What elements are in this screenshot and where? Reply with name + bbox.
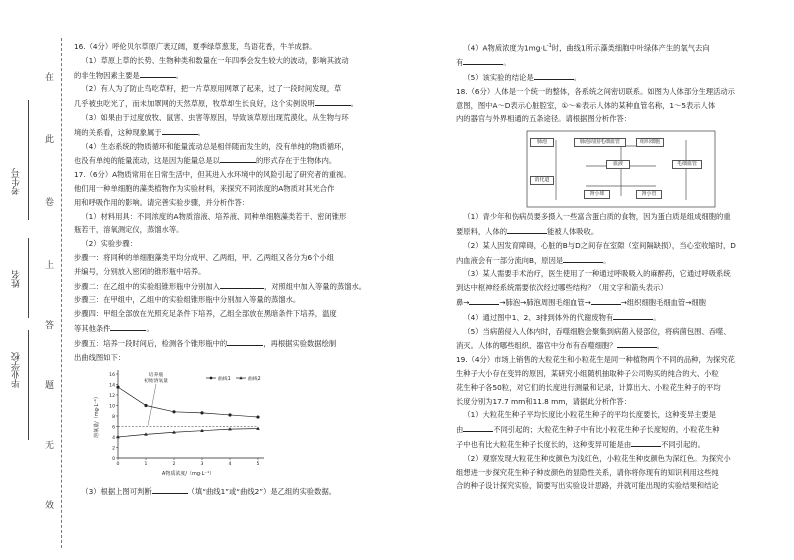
x-tick-label: 3: [200, 462, 204, 468]
q17-title: 17.（6分）A物质常用在日常生活中，但其进入水环境中的风险引起了研究者的重视。: [74, 170, 351, 180]
answer-blank[interactable]: [534, 70, 574, 80]
q16-p1b: 的非生物因素主要是: [74, 70, 140, 80]
x-axis-label: A物质浓度/（mg·L⁻¹）: [161, 471, 215, 478]
student-id-line: [28, 100, 29, 220]
answer-blank[interactable]: [220, 153, 256, 163]
series-1-point: [228, 414, 231, 417]
q18-l2: 内的器官与外界相通的五条途径。请根据图分析作答：: [456, 114, 632, 124]
x-tick-label: 2: [172, 462, 176, 468]
q18-p3d: →肺泡→肺泡周围毛细血管→: [499, 297, 591, 307]
x-tick-label: 1: [144, 462, 148, 468]
y-tick-label: 10: [109, 404, 115, 410]
answer-blank[interactable]: [463, 55, 503, 65]
answer-blank[interactable]: [162, 125, 198, 135]
answer-blank[interactable]: [220, 279, 264, 289]
q17-s4b: 等其他条件: [74, 323, 111, 333]
answer-blank[interactable]: [631, 437, 661, 447]
q18-p3c: 鼻→: [456, 297, 470, 307]
name-label: 姓名: [12, 270, 22, 288]
q18-p5a: （5）当病菌侵入人体内时，吞噬细胞会聚集到病菌入侵部位，将病菌包围、吞噬、: [463, 326, 731, 336]
y-tick-label: 4: [112, 436, 115, 442]
q18-p2a: （2）某人因发育障碍，心脏的B与D之间存在室隙（室间隔缺损），当心室收缩时，D: [463, 240, 736, 250]
q16-p3b: 境的关系看，这种现象属于: [74, 127, 162, 137]
seal-char: 此: [45, 135, 55, 145]
seal-char: 答: [45, 321, 55, 331]
q17-q3a: （3）根据上图可判断: [81, 487, 152, 497]
series-2-point: [256, 427, 260, 430]
q18-p3b: 到达中枢神经系统需要依次经过哪些结构？（用文字和箭头表示）: [456, 283, 668, 293]
answer-blank[interactable]: [140, 68, 176, 78]
diagram-box: 血液: [606, 160, 630, 169]
answer-blank[interactable]: [617, 338, 657, 348]
q17-s0: （2）实验步骤：: [81, 239, 138, 249]
q18-p4: （4）通过图中1、2、3排到体外的代谢废物有: [463, 312, 614, 322]
answer-blank[interactable]: [563, 253, 603, 263]
answer-blank[interactable]: [110, 321, 146, 331]
series-1-point: [116, 386, 119, 389]
q17-s5c: 出曲线图如下：: [74, 352, 126, 362]
q17-s3: 步骤三：在甲组中，乙组中的实验组锥形瓶中分别加入等量的蒸馏水。: [74, 295, 301, 305]
q16-p1a: （1）草原上草的长势、生物种类和数量在一年四季会发生较大的波动，影响其波动: [81, 55, 349, 65]
q19-p2b: 组想进一步探究花生种子种皮颜色的显隐性关系，请你将你现有的知识利用这些纯: [456, 467, 719, 477]
school-line: [28, 330, 29, 440]
diagram-box: 肺泡周围毛细血管: [574, 138, 626, 147]
oxygen-chart: [88, 366, 288, 484]
q16-p2b: 几乎被虫吃光了，而未加罩网的天然草原，牧草却生长良好，这个实例说明: [74, 99, 315, 109]
answer-blank[interactable]: [152, 484, 188, 494]
q17-s2b: ，对照组中加入等量的蒸馏水。: [263, 281, 367, 291]
seal-char: 上: [45, 261, 55, 271]
series-line-1: [118, 387, 258, 417]
q17-s5a: 步骤五：培养一段时间后，检测各个锥形瓶中的: [74, 338, 228, 348]
q18-p1c: 能被人体吸收。: [547, 227, 599, 236]
answer-blank[interactable]: [469, 295, 499, 305]
x-tick-label: 0: [116, 462, 120, 468]
y-tick-label: 14: [109, 383, 115, 389]
answer-blank[interactable]: [227, 336, 263, 346]
student-id-label: 考生号: [12, 168, 22, 195]
chart-svg: [88, 366, 288, 484]
legend-label-1: 曲线1: [218, 377, 231, 383]
q17-p4-sup: -1: [546, 43, 552, 49]
x-tick-label: 5: [256, 462, 260, 468]
q19-title: 19.（4分）市场上销售的大粒花生和小粒花生是同一种植物两个不同的品种，为探究花: [456, 355, 735, 365]
answer-blank[interactable]: [315, 96, 351, 106]
series-1-point: [144, 404, 147, 407]
q16-p4a: （4）生态系统的物质循环和能量流动总是相伴随而发生的，没有单纯的物质循环，: [81, 141, 349, 151]
q17-s1: 步骤一：将同种的单细胞藻类平均分成甲、乙两组，甲、乙两组又各分为6个小组: [74, 252, 335, 262]
q18-p5b: 消灭。人体的哪些组织、器官中分布有吞噬细胞？: [456, 341, 617, 351]
annotation-line-1: 培养瓶: [148, 373, 164, 379]
q17-s1b: 并编号，分别放入密闭的锥形瓶中培养。: [74, 266, 206, 276]
seal-line: [61, 38, 62, 548]
legend-label-2: 曲线2: [248, 377, 261, 383]
y-axis-label: 溶氧量/（mg·L⁻¹）: [94, 394, 100, 439]
annotation-pointer: [148, 384, 156, 426]
diagram-box: 组织细胞: [636, 138, 664, 147]
q18-p1a: （1）青少年和伤病员要多摄入一些富含蛋白质的食物，因为蛋白质是组成细胞的重: [463, 212, 731, 222]
q16-p4b: 也没有单纯的能量流动，这是因为能量总是以: [74, 156, 220, 166]
binding-margin: [0, 0, 60, 560]
q16-title: 16.（4分）呼伦贝尔草原广袤辽阔，夏季绿草葱茏，鸟语花香，牛羊成群。: [74, 42, 317, 51]
q19-p2c: 合的种子设计探究实验，简要写出实验设计思路，并就可能出现的实验结果和结论: [456, 481, 719, 491]
series-1-point: [256, 416, 259, 419]
left-column: 16.（4分）呼伦贝尔草原广袤辽阔，夏季绿草葱茏，鸟语花香，牛羊成群。 （1）草原上草的长势、生物种类和数量在一年四季会发生较大的波动，影响其波动 的非生物因素主要是 。 （2）有人为了防止鸟吃草籽，把一片草原用网罩了起来，过了一段时间发现，草 几乎被虫吃光了，而未加罩网的天然草原，牧草却生长良好，这个实例说明 。 （3）如果由于过度放牧、鼠害、虫害等原因，导致该草原出现荒漠化，从生物与环 境的关系看，这种现象属于 。 （4）生态系统的物质循环和能量流动总是相伴随而发生的，没有单纯的物质循环， 也没有单纯的能量流动，这是因为能量总是以 的形式存在于生物体内。 17.（6分）A物质常用在日常生活中，但其进入水环境中的风险引起了研究者的重视。 他们用一种单细胞的藻类植物作为实验材料，来探究不同浓度的A物质对其光合作 用和呼吸作用的影响。请完善实验步骤，并分析作答： （1）材料用具：不同浓度的A物质溶液、培养液、同种单细胞藻类若干、密闭锥形 瓶若干，溶氧测定仪，蒸馏水等。 （2）实验步骤： 步骤一：将同种的单细胞藻类平均分成甲、乙两组，甲、乙两组又各分为6个小组 并编号，分别放入密闭的锥形瓶中培养。 步骤二：在乙组中的实验组锥形瓶中分别加入 ，对照组中加入等量的蒸馏水。 步骤三：在甲组中，乙组中的实验组锥形瓶中分别加入等量的蒸馏水。 步骤四：甲组全部放在光照充足条件下培养，乙组全部放在黑暗条件下培养，温度 等其他条件 。 步骤五：培养一段时间后，检测各个锥形瓶中的 ，再根据实验数据绘制 出曲线图如下： 0 2 4 6 8 10 12 14 16 0 1 2 3 4 5 A物质浓度/（mg·L⁻¹） 溶氧量/（mg·L⁻¹） 培养瓶 初始溶氧量 曲线1 曲线2 （3）根据上图可判断 （填“曲线1”或“曲线2”）是乙组的实验数据。: [74, 40, 396, 499]
answer-blank[interactable]: [591, 295, 621, 305]
legend-marker-1: [210, 377, 213, 380]
y-tick-label: 8: [112, 415, 115, 421]
diagram-box: 肾小管: [636, 190, 662, 199]
diagram-box: 毛细血管: [672, 160, 702, 169]
seal-char: 无: [45, 441, 55, 451]
seal-char: 效: [45, 501, 55, 511]
q17-l1: 他们用一种单细胞的藻类植物作为实验材料，来探究不同浓度的A物质对其光合作: [74, 183, 335, 193]
q17-p4c: 有: [456, 58, 464, 68]
series-1-point: [200, 412, 203, 415]
physiology-diagram: [526, 130, 716, 208]
y-tick-label: 6: [112, 425, 115, 431]
q17-p4b: 时，曲线1所示藻类细胞中叶绿体产生的氧气去向: [551, 43, 710, 53]
q18-p1b: 要原料，人体的: [456, 227, 508, 236]
name-line: [28, 238, 29, 318]
q19-l1: 生种子大小存在变异的原因，某研究小组随机抽取种子公司购买的纯合的大、小粒: [456, 368, 719, 378]
q16-p4c: 的形式存在于生物体内。: [255, 156, 337, 166]
answer-blank[interactable]: [613, 310, 653, 320]
answer-blank[interactable]: [463, 422, 493, 432]
school-label: 毕业学校: [12, 352, 22, 388]
seal-char: 卷: [45, 198, 55, 208]
diagram-box: 肺泡: [530, 138, 554, 147]
q16-p3a: （3）如果由于过度放牧、鼠害、虫害等原因，导致该草原出现荒漠化，从生物与环: [81, 112, 349, 122]
q18-l1: 意图，图中A～D表示心脏腔室，①～⑥表示人体的某种血管名称，1～5表示人体: [456, 100, 716, 110]
x-tick-label: 4: [228, 462, 232, 468]
seal-char: 题: [45, 381, 55, 391]
q18-p3e: →组织细胞毛细血管→细胞: [620, 297, 706, 307]
seal-char: 在: [45, 73, 55, 83]
q19-p1e: 不同引起的。: [661, 439, 705, 449]
y-tick-label: 12: [109, 394, 115, 400]
q19-p1d: 子中也有比大粒花生种子长度长的，这种变异可能是由: [456, 439, 632, 449]
q17-s5b: ，再根据实验数据绘制: [263, 338, 337, 348]
diagram-box: 消化道: [530, 176, 554, 185]
answer-blank[interactable]: [507, 224, 547, 234]
series-1-point: [172, 411, 175, 414]
q16-p2a: （2）有人为了防止鸟吃草籽，把一片草原用网罩了起来，过了一段时间发现，草: [81, 84, 342, 94]
q17-p5: （5）该实验的结论是: [463, 73, 534, 83]
q19-l2: 花生种子各50粒，对它们的长度进行测量和记录，计算出大、小粒花生种子的平均: [456, 382, 721, 392]
q19-p1c: 不同引起的；大粒花生种子中有比小粒花生种子长度短的，小粒花生种: [493, 425, 720, 435]
q18-p2b: 内血液会有一部分流向B，原因是: [456, 255, 564, 265]
y-tick-label: 16: [109, 373, 115, 379]
q17-l2: 用和呼吸作用的影响。请完善实验步骤，并分析作答：: [74, 197, 250, 207]
q19-p1a: （1）大粒花生种子平均长度比小粒花生种子的平均长度要长，这种变异主要是: [463, 410, 717, 420]
annotation-line-2: 初始溶氧量: [144, 379, 168, 385]
y-tick-label: 2: [112, 446, 115, 452]
q17-p4a: （4）A物质浓度为1mg·L: [463, 43, 547, 53]
q19-p2a: （2）观察发现大粒花生种皮颜色为浅红色，小粒花生种皮颜色为深红色。为探究小: [463, 453, 731, 463]
right-column: （4）A物质浓度为$1mg\cdot L^{-1}$时，曲线1所示藻类细胞中叶绿体产生的氧气去向 有 。 （5）该实验的结论是 。 18.（6分）人体是一个统一的整体，各系统之间密切联系。如图为人体部分生理活动示 意图，图中A～D表示心脏腔室，①～⑥表示人体的某种血管名称，1～5表示人体 内的器官与外界相通的五条途径。请根据图分析作答： 肺泡 肺泡周围毛细血管 组织细胞 毛细血管 消化道 血液 肾小球 肾小管 （1）青少年和伤病员要多摄入一些富含蛋白质的食物，因为蛋白质是组成细胞的重 要原料，人体的 能被人体吸收。 （2）某人因发育障碍，心脏的B与D之间存在室隙（室间隔缺损），当心室收缩时，D 内血液会有一部分流向B，原因是 。 （3）某人需要手术治疗，医生使用了一种通过呼吸吸入的麻醉药，它通过呼吸系统 到达中枢神经系统需要依次经过哪些结构？（用文字和箭头表示） 鼻→ →肺泡→肺泡周围毛细血管→ →组织细胞毛细血管→细胞 （4）通过图中1、2、3排到体外的代谢废物有 。 （5）当病菌侵入人体内时，吞噬细胞会聚集到病菌入侵部位，将病菌包围、吞噬、 消灭。人体的哪些组织、器官中分布有吞噬细胞？ 。 19.（4分）市场上销售的大粒花生和小粒花生是同一种植物两个不同的品种，为探究花 生种子大小存在变异的原因，某研究小组随机抽取种子公司购买的纯合的大、小粒 花生种子各50粒，对它们的长度进行测量和记录，计算出大、小粒花生种子的平均 长度分别为17.7 mm和11.8 mm，请据此分析作答： （1）大粒花生种子平均长度比小粒花生种子的平均长度要长，这种变异主要是 由 不同引起的；大粒花生种子中有比小粒花生种子长度短的，小粒花生种 子中也有比大粒花生种子长度长的，这种变异可能是由 不同引起的。 （2）观察发现大粒花生种皮颜色为浅红色，小粒花生种皮颜色为深红色。为探究小 组想进一步探究花生种子种皮颜色的显隐性关系，请你将你现有的知识利用这些纯 合的种子设计探究实验，简要写出实验设计思路，并就可能出现的实验结果和结论: [456, 40, 756, 493]
series-line-2: [118, 429, 258, 437]
q17-m2: 瓶若干，溶氧测定仪，蒸馏水等。: [74, 225, 184, 235]
q17-s4a: 步骤四：甲组全部放在光照充足条件下培养，乙组全部放在黑暗条件下培养，温度: [74, 309, 337, 319]
q19-p1b: 由: [456, 425, 464, 435]
q17-q3b: （填“曲线1”或“曲线2”）是乙组的实验数据。: [187, 487, 337, 497]
q17-s2a: 步骤二：在乙组中的实验组锥形瓶中分别加入: [74, 281, 220, 291]
diagram-box: 肾小球: [584, 190, 610, 199]
q18-p3a: （3）某人需要手术治疗，医生使用了一种通过呼吸吸入的麻醉药，它通过呼吸系统: [463, 269, 731, 279]
y-tick-label: 0: [112, 457, 115, 463]
q19-l3: 长度分别为17.7 mm和11.8 mm，请据此分析作答：: [456, 396, 632, 406]
q17-m1: （1）材料用具：不同浓度的A物质溶液、培养液、同种单细胞藻类若干、密闭锥形: [81, 211, 347, 221]
q18-title: 18.（6分）人体是一个统一的整体，各系统之间密切联系。如图为人体部分生理活动示: [456, 86, 735, 96]
